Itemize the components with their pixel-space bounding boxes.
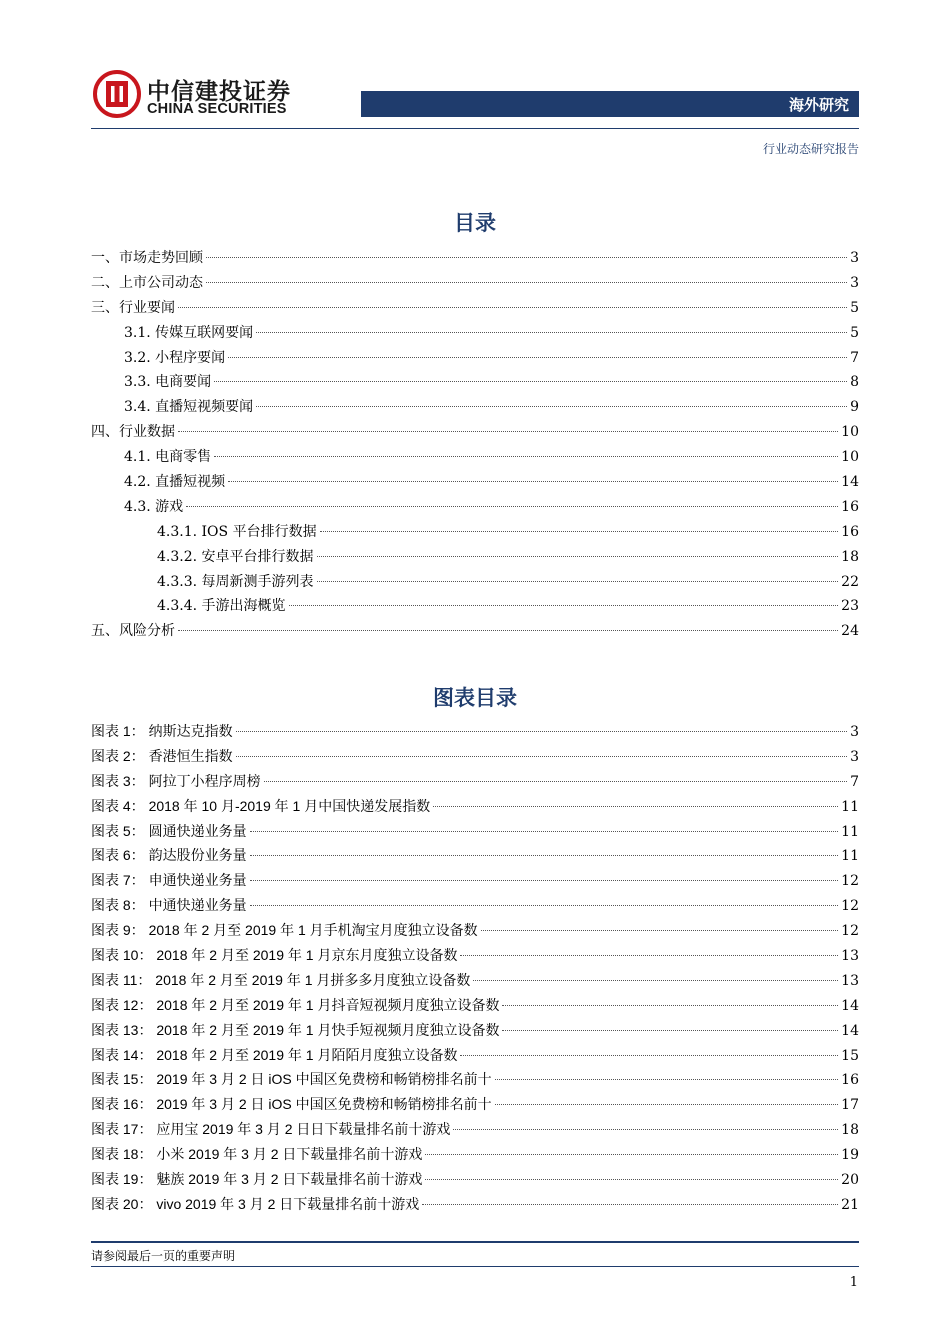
- dot-leader: [214, 381, 847, 382]
- toc-entry[interactable]: [91, 271, 859, 296]
- figure-entry[interactable]: [91, 1067, 859, 1092]
- figure-entry-label: 图表 10： 2018 年 2 月至 2019 年 1 月京东月度独立设备数: [91, 947, 458, 964]
- figure-entry-label: 图表 16： 2019 年 3 月 2 日 iOS 中国区免费榜和畅销榜排名前十: [91, 1096, 492, 1113]
- dot-leader: [502, 1005, 838, 1006]
- toc-entry[interactable]: [91, 296, 859, 321]
- toc-entry-label: 4.3. 游戏: [124, 498, 184, 515]
- figure-entry-page: 3: [850, 724, 859, 740]
- figure-entry-page: 3: [850, 748, 859, 765]
- figure-entry-page: 12: [841, 923, 859, 940]
- figure-entry-page: 14: [841, 1022, 859, 1039]
- toc-entry-label: 三、行业要闻: [91, 299, 175, 316]
- figure-entry[interactable]: [91, 1092, 859, 1117]
- toc-entry-label: 3.1. 传媒互联网要闻: [124, 324, 254, 341]
- toc-entry[interactable]: [91, 321, 859, 346]
- company-logo: [93, 70, 308, 125]
- toc-entry-label: 3.2. 小程序要闻: [124, 349, 226, 366]
- dot-leader: [433, 806, 838, 807]
- toc-entry[interactable]: [91, 420, 859, 445]
- figures-toc-list: [91, 719, 859, 1217]
- dot-leader: [289, 605, 839, 606]
- toc-entry-page: 3: [850, 274, 859, 291]
- figure-entry-label: 图表 15： 2019 年 3 月 2 日 iOS 中国区免费榜和畅销榜排名前十: [91, 1071, 492, 1088]
- figure-entry-page: 16: [841, 1072, 859, 1089]
- header-divider: [91, 128, 859, 129]
- dot-leader: [250, 855, 839, 856]
- figures-toc-title: 图表目录: [433, 686, 517, 710]
- toc-entry-page: 5: [850, 324, 859, 341]
- figure-entry-label: 图表 4： 2018 年 10 月-2019 年 1 月中国快递发展指数: [91, 797, 431, 814]
- figure-entry[interactable]: [91, 719, 859, 744]
- dot-leader: [178, 431, 838, 432]
- logo-chinese-name: 中信建投证券: [147, 79, 291, 105]
- figure-entry-page: 13: [841, 948, 859, 965]
- figure-entry-label: 图表 8： 中通快递业务量: [91, 897, 247, 914]
- figure-entry-page: 13: [841, 972, 859, 989]
- dot-leader: [214, 456, 838, 457]
- footer-divider-secondary: [91, 1266, 859, 1267]
- figure-entry-label: 图表 13： 2018 年 2 月至 2019 年 1 月快手短视频月度独立设备数: [91, 1021, 500, 1038]
- toc-entry-page: 8: [850, 374, 859, 391]
- logo-english-name: CHINA SECURITIES: [147, 101, 287, 117]
- toc-entry-page: 14: [841, 474, 859, 491]
- toc-entry-label: 4.2. 直播短视频: [124, 474, 226, 491]
- figure-entry-page: 17: [841, 1097, 859, 1114]
- dot-leader: [460, 955, 838, 956]
- page-number: 1: [849, 1275, 858, 1290]
- dot-leader: [502, 1030, 838, 1031]
- figure-entry[interactable]: [91, 769, 859, 794]
- dot-leader: [264, 781, 848, 782]
- figure-entry-page: 18: [841, 1122, 859, 1139]
- figure-entry-page: 12: [841, 873, 859, 890]
- figure-entry-label: 图表 3： 阿拉丁小程序周榜: [91, 772, 261, 789]
- dot-leader: [460, 1055, 838, 1056]
- figure-entry-label: 图表 6： 韵达股份业务量: [91, 847, 247, 864]
- dot-leader: [236, 731, 848, 732]
- dot-leader: [495, 1104, 839, 1105]
- toc-entry[interactable]: [91, 545, 859, 570]
- figure-entry[interactable]: [91, 1167, 859, 1192]
- toc-entry[interactable]: [91, 246, 859, 271]
- dot-leader: [250, 831, 839, 832]
- toc-entry[interactable]: [91, 370, 859, 395]
- figure-entry[interactable]: [91, 819, 859, 844]
- toc-entry[interactable]: [91, 520, 859, 545]
- dot-leader: [178, 630, 838, 631]
- toc-entry-page: 16: [841, 498, 859, 515]
- toc-entry-page: 5: [850, 299, 859, 316]
- toc-entry-page: 24: [841, 623, 859, 640]
- toc-title: 目录: [454, 211, 496, 235]
- toc-entry-label: 3.4. 直播短视频要闻: [124, 399, 254, 416]
- figure-entry[interactable]: [91, 993, 859, 1018]
- toc-entry-label: 五、风险分析: [91, 623, 175, 640]
- toc-entry-label: 4.3.1. IOS 平台排行数据: [157, 523, 317, 540]
- toc-entry[interactable]: [91, 470, 859, 495]
- toc-entry-label: 3.3. 电商要闻: [124, 374, 212, 391]
- figure-entry[interactable]: [91, 744, 859, 769]
- figure-entry-label: 图表 9： 2018 年 2 月至 2019 年 1 月手机淘宝月度独立设备数: [91, 922, 478, 939]
- toc-entry[interactable]: [91, 445, 859, 470]
- dot-leader: [250, 905, 839, 906]
- toc-entry-page: 18: [841, 548, 859, 565]
- figure-entry[interactable]: [91, 943, 859, 968]
- figure-entry-label: 图表 11： 2018 年 2 月至 2019 年 1 月拼多多月度独立设备数: [91, 971, 471, 988]
- figure-entry-page: 15: [841, 1047, 859, 1064]
- toc-entry-page: 9: [850, 399, 859, 416]
- figure-entry-page: 14: [841, 997, 859, 1014]
- toc-entry-page: 10: [841, 449, 859, 466]
- figure-entry-label: 图表 19： 魅族 2019 年 3 月 2 日下载量排名前十游戏: [91, 1171, 423, 1188]
- figure-entry-page: 21: [841, 1196, 859, 1213]
- dot-leader: [425, 1154, 838, 1155]
- toc-entry-label: 4.1. 电商零售: [124, 449, 212, 466]
- header-tag: 海外研究: [788, 96, 849, 114]
- toc-entry-label: 4.3.4. 手游出海概览: [157, 598, 286, 615]
- figure-entry-label: 图表 17： 应用宝 2019 年 3 月 2 日日下载量排名前十游戏: [91, 1121, 451, 1138]
- figure-entry-label: 图表 7： 申通快递业务量: [91, 872, 247, 889]
- dot-leader: [473, 980, 838, 981]
- figure-entry-label: 图表 20： vivo 2019 年 3 月 2 日下载量排名前十游戏: [91, 1195, 420, 1212]
- figure-entry[interactable]: [91, 1117, 859, 1142]
- figure-entry-label: 图表 12： 2018 年 2 月至 2019 年 1 月抖音短视频月度独立设备数: [91, 996, 500, 1013]
- dot-leader: [453, 1129, 838, 1130]
- dot-leader: [236, 756, 848, 757]
- figure-entry[interactable]: [91, 794, 859, 819]
- footer-divider: [91, 1241, 859, 1243]
- toc-entry-page: 23: [841, 598, 859, 615]
- dot-leader: [250, 880, 839, 881]
- figure-entry[interactable]: [91, 1018, 859, 1043]
- citic-logo-icon: [93, 70, 141, 118]
- toc-entry-page: 22: [841, 573, 859, 590]
- figure-entry-page: 7: [850, 773, 859, 790]
- dot-leader: [422, 1204, 838, 1205]
- toc-entry[interactable]: [91, 495, 859, 520]
- figure-entry-page: 11: [841, 823, 859, 840]
- toc-entry-label: 4.3.2. 安卓平台排行数据: [157, 548, 314, 565]
- toc-entry[interactable]: [91, 594, 859, 619]
- figure-entry-label: 图表 5： 圆通快递业务量: [91, 822, 247, 839]
- figure-entry[interactable]: [91, 1142, 859, 1167]
- toc-entry-page: 3: [850, 250, 859, 266]
- toc-entry[interactable]: [91, 395, 859, 420]
- figure-entry[interactable]: [91, 918, 859, 943]
- dot-leader: [317, 581, 839, 582]
- dot-leader: [317, 556, 839, 557]
- toc-entry-label: 二、上市公司动态: [91, 274, 203, 291]
- figure-entry[interactable]: [91, 1043, 859, 1068]
- figure-entry[interactable]: [91, 893, 859, 918]
- disclaimer-note: 请参阅最后一页的重要声明: [91, 1249, 236, 1263]
- dot-leader: [228, 357, 847, 358]
- figure-entry[interactable]: [91, 1192, 859, 1217]
- figure-entry[interactable]: [91, 843, 859, 868]
- toc-entry[interactable]: [91, 570, 859, 595]
- figure-entry-label: 图表 2： 香港恒生指数: [91, 747, 233, 764]
- figure-entry[interactable]: [91, 868, 859, 893]
- toc-entry[interactable]: [91, 346, 859, 371]
- report-type: 行业动态研究报告: [762, 142, 859, 156]
- figure-entry-page: 19: [841, 1147, 859, 1164]
- dot-leader: [481, 930, 839, 931]
- figure-entry-page: 11: [841, 798, 859, 815]
- dot-leader: [206, 282, 847, 283]
- toc-entry-page: 7: [850, 349, 859, 366]
- toc-entry[interactable]: [91, 619, 859, 644]
- figure-entry[interactable]: [91, 968, 859, 993]
- dot-leader: [425, 1179, 838, 1180]
- figure-entry-label: 图表 1： 纳斯达克指数: [91, 723, 233, 739]
- toc-list: [91, 246, 859, 644]
- toc-entry-page: 16: [841, 523, 859, 540]
- dot-leader: [256, 406, 847, 407]
- toc-entry-label: 四、行业数据: [91, 424, 175, 441]
- figure-entry-page: 11: [841, 848, 859, 865]
- figure-entry-label: 图表 18： 小米 2019 年 3 月 2 日下载量排名前十游戏: [91, 1146, 423, 1163]
- toc-entry-page: 10: [841, 424, 859, 441]
- figure-entry-page: 20: [841, 1172, 859, 1189]
- dot-leader: [228, 481, 838, 482]
- dot-leader: [320, 531, 839, 532]
- toc-entry-label: 4.3.3. 每周新测手游列表: [157, 573, 314, 590]
- header-banner: [361, 91, 859, 117]
- dot-leader: [186, 506, 838, 507]
- dot-leader: [256, 332, 847, 333]
- figure-entry-label: 图表 14： 2018 年 2 月至 2019 年 1 月陌陌月度独立设备数: [91, 1046, 458, 1063]
- toc-entry-label: 一、市场走势回顾: [91, 250, 203, 266]
- dot-leader: [495, 1079, 839, 1080]
- dot-leader: [206, 257, 847, 258]
- dot-leader: [178, 307, 847, 308]
- figure-entry-page: 12: [841, 898, 859, 915]
